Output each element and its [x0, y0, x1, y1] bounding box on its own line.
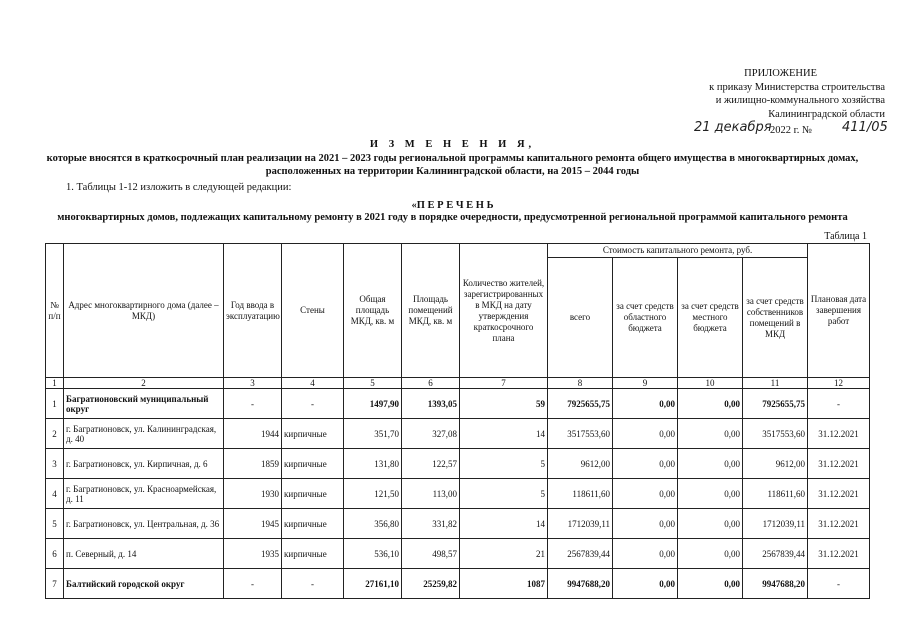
- row-planned-date: -: [808, 569, 870, 599]
- row-premises-area: 327,08: [402, 419, 460, 449]
- header-residents: Количество жителей, зарегистрированных в МКД на дату утверждения краткосрочного плана: [460, 244, 548, 378]
- list-subtitle: многоквартирных домов, подлежащих капитальному ремонту в 2021 году в порядке очередности, предусмотренной региональной программой капитального ремонта: [57, 212, 848, 223]
- row-total-area: 131,80: [344, 449, 402, 479]
- row-planned-date: 31.12.2021: [808, 479, 870, 509]
- col-number: 6: [402, 378, 460, 389]
- row-premises-area: 331,82: [402, 509, 460, 539]
- row-regional-cost: 0,00: [613, 539, 678, 569]
- handwritten-date: 21 декабря: [694, 120, 772, 136]
- row-total-area: 1497,90: [344, 389, 402, 419]
- col-number: 7: [460, 378, 548, 389]
- appendix-block: [640, 67, 888, 141]
- row-total-area: 356,80: [344, 509, 402, 539]
- row-total-cost: 118611,60: [548, 479, 613, 509]
- row-year: 1930: [224, 479, 282, 509]
- row-local-cost: 0,00: [678, 419, 743, 449]
- row-address: Балтийский городской округ: [64, 569, 224, 599]
- row-regional-cost: 0,00: [613, 389, 678, 419]
- col-number: 10: [678, 378, 743, 389]
- doc-subheading-1: которые вносятся в краткосрочный план реализации на 2021 – 2023 годы региональной программы капитального ремонта общего имущества в многоквартирных домах,: [46, 153, 859, 164]
- header-address: Адрес многоквартирного дома (далее – МКД): [64, 244, 224, 378]
- row-number: 6: [46, 539, 64, 569]
- row-planned-date: 31.12.2021: [808, 449, 870, 479]
- row-total-cost: 7925655,75: [548, 389, 613, 419]
- row-local-cost: 0,00: [678, 479, 743, 509]
- table-header-row: [46, 244, 870, 258]
- col-number: 2: [64, 378, 224, 389]
- row-premises-area: 122,57: [402, 449, 460, 479]
- table-label: Таблица 1: [824, 231, 867, 242]
- row-number: 1: [46, 389, 64, 419]
- row-address: г. Багратионовск, ул. Калининградская, д. 40: [64, 419, 224, 449]
- header-total-area: Общая площадь МКД, кв. м: [344, 244, 402, 378]
- row-local-cost: 0,00: [678, 389, 743, 419]
- row-owners-cost: 2567839,44: [743, 539, 808, 569]
- col-number: 12: [808, 378, 870, 389]
- table-row: [46, 569, 870, 599]
- table-row: [46, 509, 870, 539]
- header-cost-group: Стоимость капитального ремонта, руб.: [548, 244, 808, 258]
- repair-table: [45, 243, 870, 599]
- row-total-area: 351,70: [344, 419, 402, 449]
- row-year: 1935: [224, 539, 282, 569]
- table-row: [46, 419, 870, 449]
- col-number: 1: [46, 378, 64, 389]
- doc-heading: И З М Е Н Е Н И Я,: [369, 139, 536, 150]
- row-owners-cost: 9612,00: [743, 449, 808, 479]
- row-local-cost: 0,00: [678, 509, 743, 539]
- row-planned-date: -: [808, 389, 870, 419]
- row-year: 1944: [224, 419, 282, 449]
- table-row: [46, 449, 870, 479]
- handwritten-number: 411/05: [842, 120, 888, 136]
- row-walls: кирпичные: [282, 419, 344, 449]
- row-year: -: [224, 569, 282, 599]
- col-number: 8: [548, 378, 613, 389]
- appendix-title: ПРИЛОЖЕНИЕ: [744, 68, 817, 79]
- row-year: 1945: [224, 509, 282, 539]
- row-walls: кирпичные: [282, 449, 344, 479]
- row-planned-date: 31.12.2021: [808, 509, 870, 539]
- row-walls: -: [282, 389, 344, 419]
- row-walls: кирпичные: [282, 539, 344, 569]
- row-owners-cost: 7925655,75: [743, 389, 808, 419]
- appendix-line-2: и жилищно-коммунального хозяйства: [715, 95, 885, 107]
- row-total-cost: 3517553,60: [548, 419, 613, 449]
- row-premises-area: 498,57: [402, 539, 460, 569]
- row-address: г. Багратионовск, ул. Центральная, д. 36: [64, 509, 224, 539]
- header-year: Год ввода в эксплуатацию: [224, 244, 282, 378]
- row-total-area: 536,10: [344, 539, 402, 569]
- header-owners: за счет средств собственников помещений в МКД: [743, 258, 808, 378]
- row-residents: 14: [460, 419, 548, 449]
- row-total-area: 121,50: [344, 479, 402, 509]
- row-regional-cost: 0,00: [613, 509, 678, 539]
- row-address: г. Багратионовск, ул. Красноармейская, д. 11: [64, 479, 224, 509]
- header-planned-date: Плановая дата завершения работ: [808, 244, 870, 378]
- appendix-date-text: 2022 г. №: [770, 125, 813, 137]
- header-local: за счет средств местного бюджета: [678, 258, 743, 378]
- row-residents: 1087: [460, 569, 548, 599]
- table-row: [46, 539, 870, 569]
- row-total-cost: 9612,00: [548, 449, 613, 479]
- row-residents: 59: [460, 389, 548, 419]
- row-number: 3: [46, 449, 64, 479]
- appendix-line-3: Калининградской области: [768, 108, 885, 120]
- row-regional-cost: 0,00: [613, 419, 678, 449]
- row-number: 2: [46, 419, 64, 449]
- row-premises-area: 113,00: [402, 479, 460, 509]
- header-premises-area: Площадь помещений МКД, кв. м: [402, 244, 460, 378]
- col-number: 4: [282, 378, 344, 389]
- row-regional-cost: 0,00: [613, 449, 678, 479]
- header-num: № п/п: [46, 244, 64, 378]
- col-number: 3: [224, 378, 282, 389]
- row-year: 1859: [224, 449, 282, 479]
- header-regional: за счет средств областного бюджета: [613, 258, 678, 378]
- instruction-paragraph: 1. Таблицы 1-12 изложить в следующей редакции:: [66, 182, 292, 193]
- list-title: «П Е Р Е Ч Е Н Ь: [411, 200, 494, 211]
- row-regional-cost: 0,00: [613, 569, 678, 599]
- row-local-cost: 0,00: [678, 539, 743, 569]
- row-local-cost: 0,00: [678, 569, 743, 599]
- row-residents: 5: [460, 479, 548, 509]
- row-number: 4: [46, 479, 64, 509]
- row-owners-cost: 3517553,60: [743, 419, 808, 449]
- row-owners-cost: 9947688,20: [743, 569, 808, 599]
- header-total: всего: [548, 258, 613, 378]
- row-number: 7: [46, 569, 64, 599]
- row-owners-cost: 118611,60: [743, 479, 808, 509]
- row-residents: 14: [460, 509, 548, 539]
- row-total-area: 27161,10: [344, 569, 402, 599]
- row-address: Багратионовский муниципальный округ: [64, 389, 224, 419]
- row-number: 5: [46, 509, 64, 539]
- row-total-cost: 9947688,20: [548, 569, 613, 599]
- row-planned-date: 31.12.2021: [808, 539, 870, 569]
- row-planned-date: 31.12.2021: [808, 419, 870, 449]
- row-total-cost: 2567839,44: [548, 539, 613, 569]
- table-row: [46, 479, 870, 509]
- col-number: 5: [344, 378, 402, 389]
- row-residents: 21: [460, 539, 548, 569]
- row-owners-cost: 1712039,11: [743, 509, 808, 539]
- col-number: 11: [743, 378, 808, 389]
- row-premises-area: 25259,82: [402, 569, 460, 599]
- row-address: г. Багратионовск, ул. Кирпичная, д. 6: [64, 449, 224, 479]
- doc-subheading-2: расположенных на территории Калининградской области, на 2015 – 2044 годы: [265, 166, 640, 177]
- row-total-cost: 1712039,11: [548, 509, 613, 539]
- row-local-cost: 0,00: [678, 449, 743, 479]
- appendix-line-1: к приказу Министерства строительства: [709, 81, 885, 93]
- column-number-row: [46, 378, 870, 389]
- header-walls: Стены: [282, 244, 344, 378]
- row-walls: -: [282, 569, 344, 599]
- col-number: 9: [613, 378, 678, 389]
- row-year: -: [224, 389, 282, 419]
- row-residents: 5: [460, 449, 548, 479]
- row-regional-cost: 0,00: [613, 479, 678, 509]
- row-premises-area: 1393,05: [402, 389, 460, 419]
- table-row: [46, 389, 870, 419]
- row-address: п. Северный, д. 14: [64, 539, 224, 569]
- row-walls: кирпичные: [282, 479, 344, 509]
- row-walls: кирпичные: [282, 509, 344, 539]
